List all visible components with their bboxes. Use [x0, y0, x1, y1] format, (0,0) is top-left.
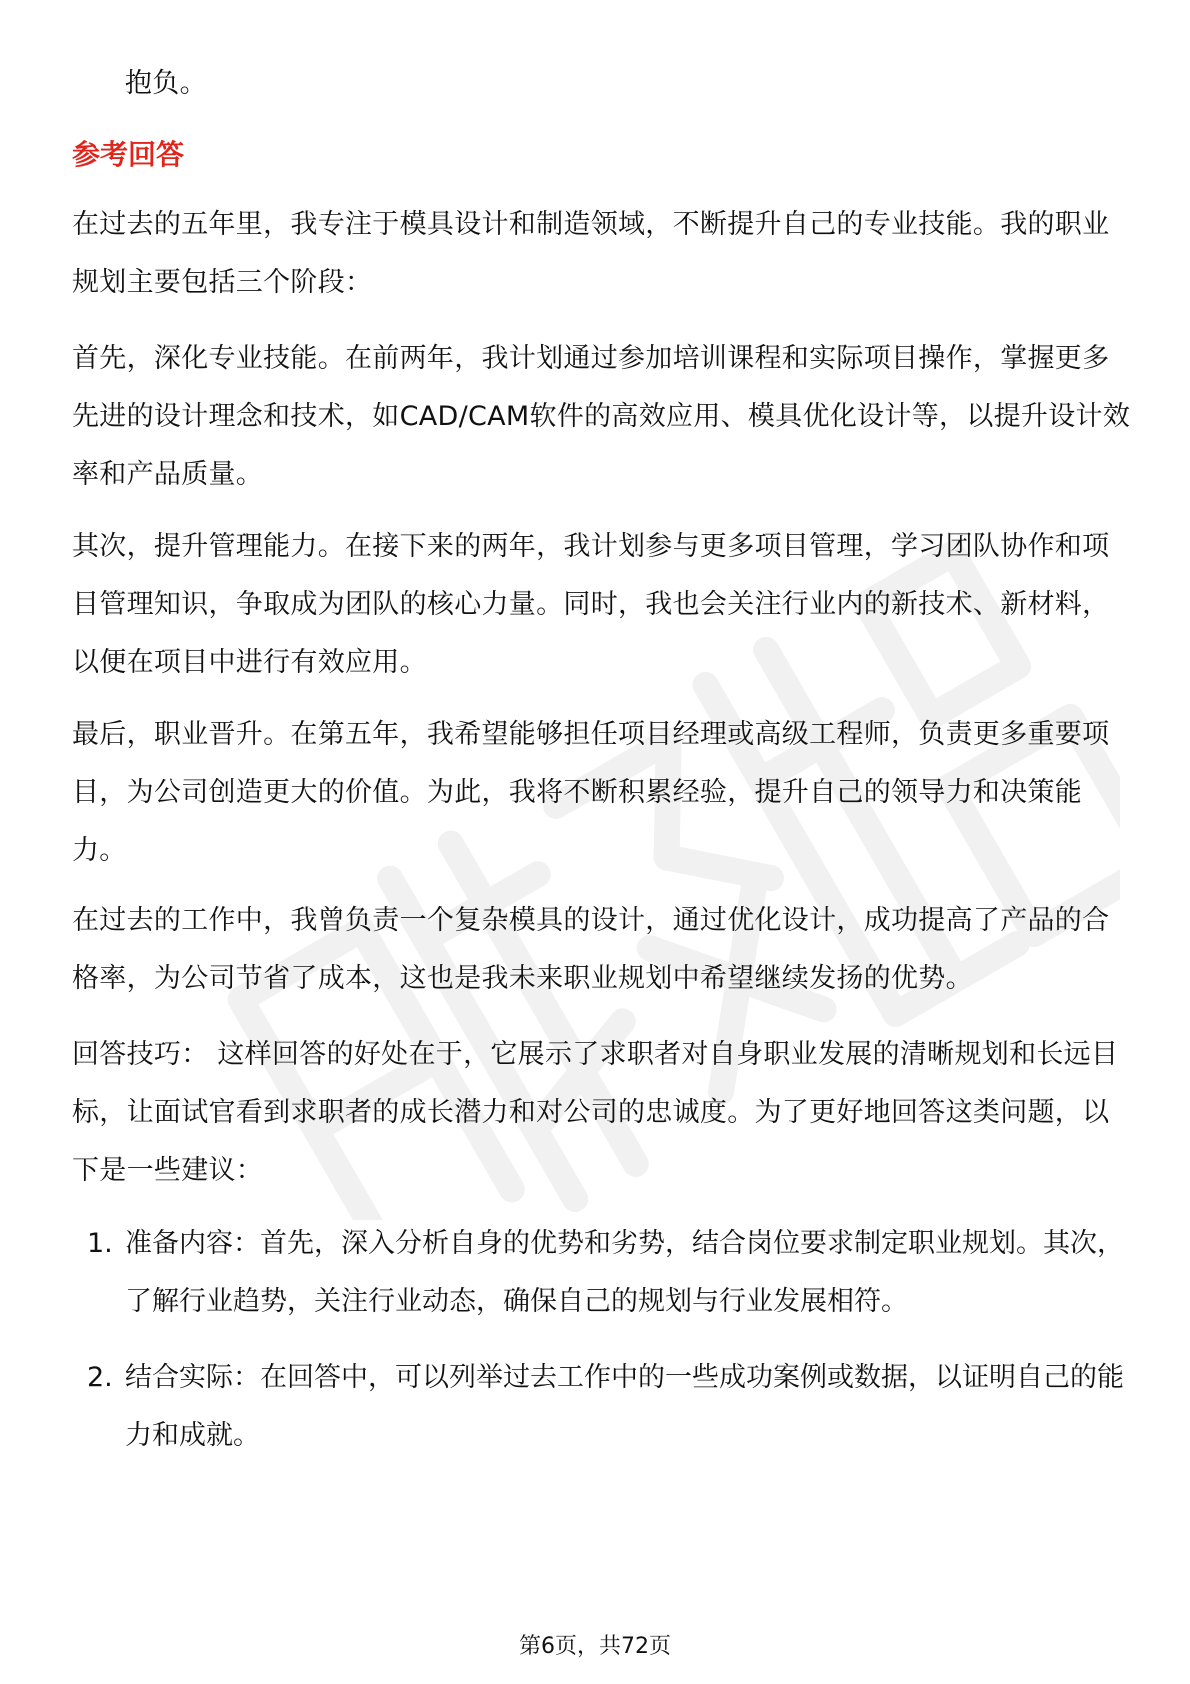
paragraph-intro: 在过去的五年里，我专注于模具设计和制造领域，不断提升自己的专业技能。我的职业规划主要包括三个阶段： [72, 209, 1110, 298]
paragraph-experience: 在过去的工作中，我曾负责一个复杂模具的设计，通过优化设计，成功提高了产品的合格率，为公司节省了成本，这也是我未来职业规划中希望继续发扬的优势。 [72, 905, 1110, 994]
list-item-text: 准备内容：首先，深入分析自身的优势和劣势，结合岗位要求制定职业规划。其次，了解行业趋势，关注行业动态，确保自己的规划与行业发展相符。 [125, 1228, 1124, 1317]
paragraph-stage-two: 其次，提升管理能力。在接下来的两年，我计划参与更多项目管理，学习团队协作和项目管理知识，争取成为团队的核心力量。同时，我也会关注行业内的新技术、新材料，以便在项目中进行有效应用。 [72, 531, 1110, 678]
paragraph-stage-three: 最后，职业晋升。在第五年，我希望能够担任项目经理或高级工程师，负责更多重要项目，为公司创造更大的价值。为此，我将不断积累经验，提升自己的领导力和决策能力。 [72, 719, 1110, 866]
list-item-number: 1. [87, 1228, 113, 1259]
section-heading: 参考回答 [72, 138, 185, 171]
list-item-number: 2. [87, 1362, 113, 1393]
paragraph-tips: 回答技巧： 这样回答的好处在于，它展示了求职者对自身职业发展的清晰规划和长远目标，让面试官看到求职者的成长潜力和对公司的忠诚度。为了更好地回答这类问题，以下是一些建议： [72, 1039, 1119, 1186]
page-footer: 第6页，共72页 [519, 1634, 671, 1659]
list-item-text: 结合实际：在回答中，可以列举过去工作中的一些成功案例或数据，以证明自己的能力和成就。 [125, 1362, 1124, 1451]
paragraph-stage-one: 首先，深化专业技能。在前两年，我计划通过参加培训课程和实际项目操作，掌握更多先进的设计理念和技术，如CAD/CAM软件的高效应用、模具优化设计等，以提升设计效率和产品质量。 [72, 343, 1131, 490]
intro-tail-text: 抱负。 [125, 68, 207, 99]
